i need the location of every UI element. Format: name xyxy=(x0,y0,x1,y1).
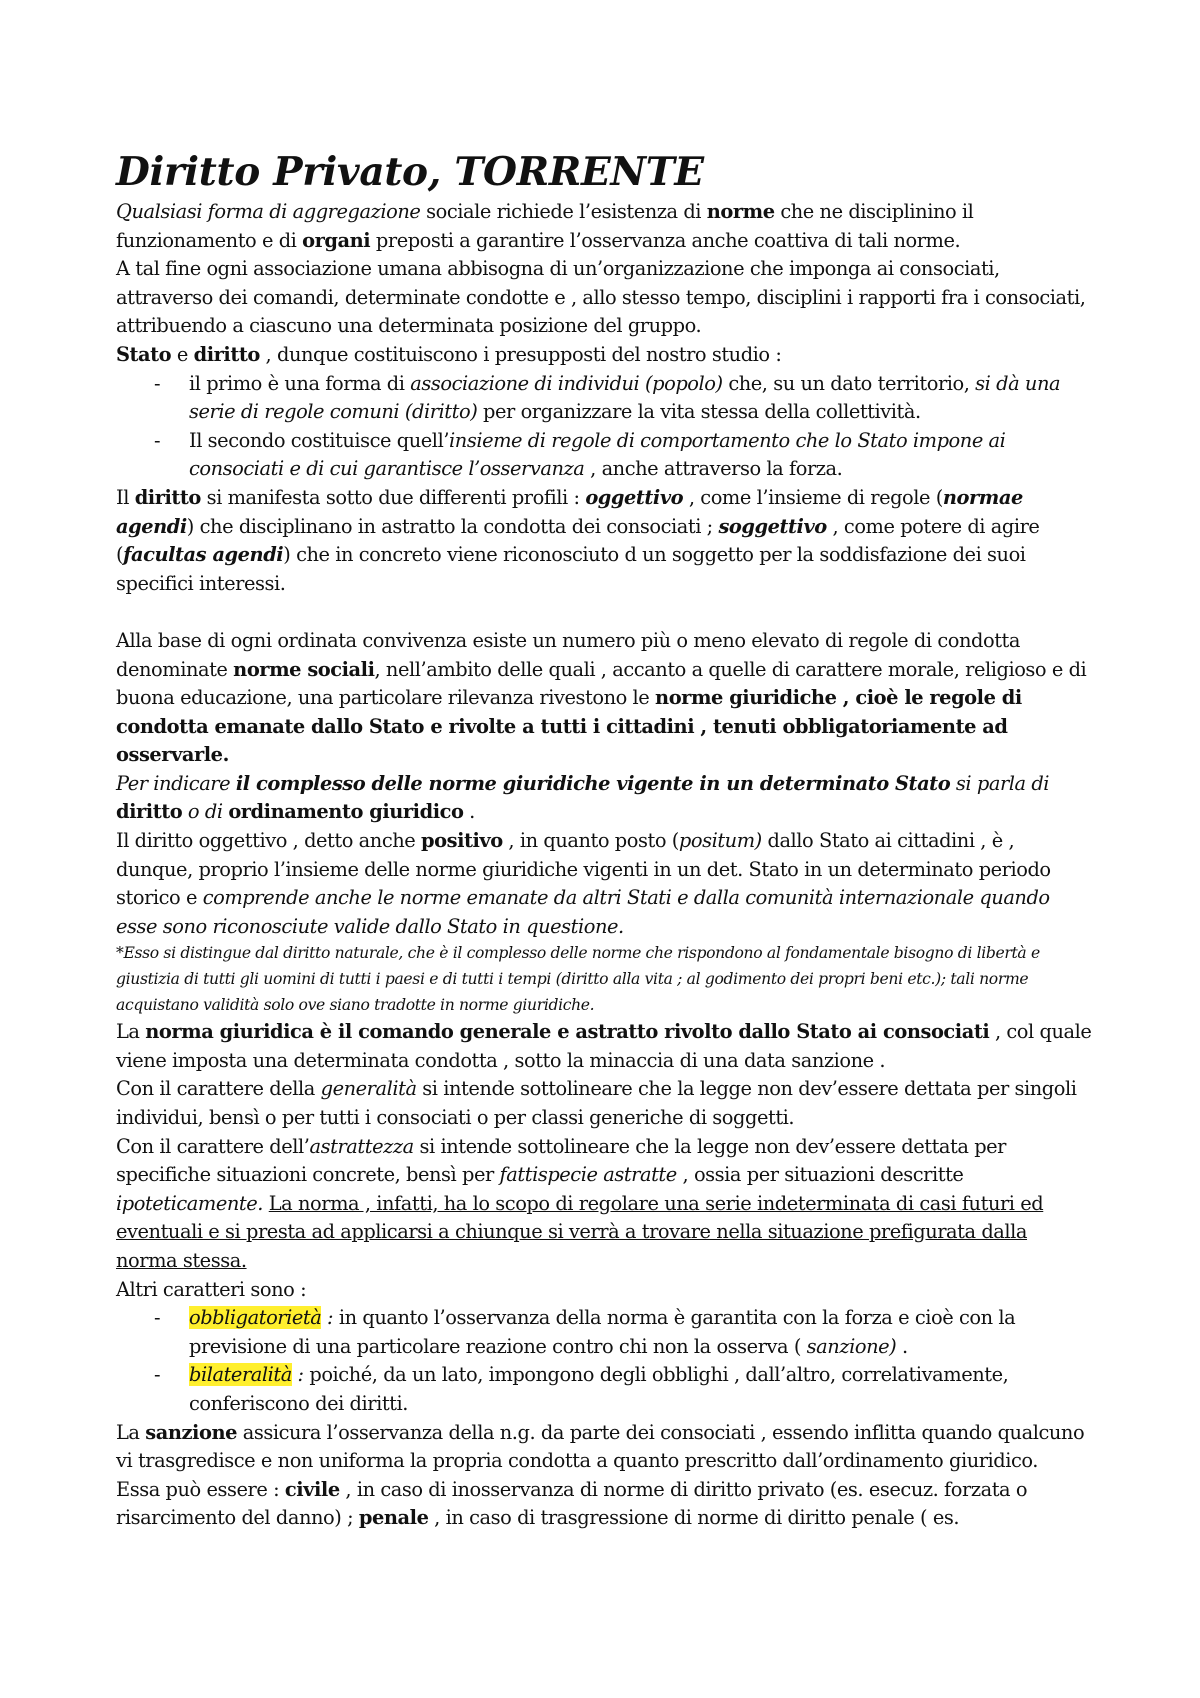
paragraph-norme-sociali xyxy=(116,627,1092,770)
text: Essa può essere : xyxy=(116,1477,285,1501)
paragraph-tipi-sanzione xyxy=(116,1476,1092,1533)
text: assicura l’osservanza della n.g. da parte dei consociati , essendo inflitta quando qualcuno vi trasgredisce e non uniforma la propria condotta a quanto prescritto dall’ordinamento giuridico. xyxy=(116,1420,1085,1473)
text: Con il carattere dell’ xyxy=(116,1134,310,1158)
text: La xyxy=(116,1020,146,1044)
paragraph-associazione: A tal fine ogni associazione umana abbisogna di un’organizzazione che imponga ai consociati, attraverso dei comandi, determinate condotte e , allo stesso tempo, disciplini i rapporti fra i consociati, attribuendo a ciascuno una determinata posizione del gruppo. xyxy=(116,257,1086,338)
text: Con il carattere della xyxy=(116,1077,321,1101)
text-italic: generalità xyxy=(320,1077,417,1101)
text-bold-italic: normae agendi xyxy=(116,485,1023,538)
text: si intende sottolineare che la legge non dev’essere dettata per specifiche situazioni concrete, bensì per xyxy=(116,1134,1007,1187)
text-bold: ordinamento giuridico xyxy=(228,800,464,824)
text: preposti a garantire l’osservanza anche coattiva di tali norme. xyxy=(370,228,961,252)
text: dallo Stato ai cittadini , è , dunque, proprio l’insieme delle norme giuridiche vigenti in un det. Stato in un determinato periodo storico e xyxy=(116,829,1051,910)
text-italic: fattispecie astratte xyxy=(499,1163,677,1187)
list-item xyxy=(116,1361,1092,1418)
text-bold-italic: facultas agendi xyxy=(123,543,284,567)
text-italic: comprende anche le norme emanate da altri Stati e dalla comunità internazionale quando esse sono riconosciute valide dallo Stato in questione. xyxy=(116,886,1050,938)
text: , nell’ambito delle quali , accanto a quelle di carattere morale, religioso e di buona educazione, una particolare rilevanza rivestono le xyxy=(116,657,1087,710)
text: , dunque costituiscono i presupposti del nostro studio : xyxy=(259,342,782,366)
footnote-diritto-naturale: *Esso si distingue dal diritto naturale, che è il complesso delle norme che rispondono al fondamentale bisogno di libertà e giustizia di tutti gli uomini di tutti i paesi e di tutti i tempi (diritto alla vita ; al godimento dei propri beni etc.); tali norme acquistano validità solo ove siano tradotte in norme giuridiche. xyxy=(116,944,1040,1014)
text-bold: sanzione xyxy=(145,1420,237,1444)
text: , come potere di agire ( xyxy=(116,514,1040,567)
text-italic: Per indicare xyxy=(116,771,236,795)
paragraph-generalita xyxy=(116,1075,1092,1132)
paragraph-stato-diritto xyxy=(116,341,1092,370)
list-dash: - xyxy=(154,1306,161,1330)
text-bold-italic: oggettivo xyxy=(585,485,684,509)
text: per organizzare la vita stessa della collettività. xyxy=(477,400,921,424)
text: sociale richiede l’esistenza di xyxy=(420,200,707,223)
text: che, su un dato territorio, xyxy=(722,371,976,395)
text-underlined: La norma , infatti, ha lo scopo di regolare una serie indeterminata di casi futuri ed eventuali e si presta ad applicarsi a chiunque si verrà a trovare nella situazione prefigurata dalla norma stessa. xyxy=(116,1191,1044,1272)
text-bold-italic: soggettivo xyxy=(718,514,827,538)
paragraph-profili xyxy=(116,484,1092,598)
text-bold: diritto xyxy=(116,800,183,824)
paragraph-astrattezza xyxy=(116,1133,1092,1276)
text-italic: : xyxy=(321,1306,334,1330)
text: ) che disciplinano in astratto la condotta dei consociati ; xyxy=(186,514,719,538)
list-item xyxy=(116,1304,1092,1361)
text-italic: ipoteticamente. xyxy=(116,1191,264,1215)
text-bold: comando generale xyxy=(358,1020,551,1044)
paragraph-gap xyxy=(116,598,1092,627)
text: si manifesta sotto due differenti profili : xyxy=(200,485,586,509)
text-bold: Stato xyxy=(116,342,172,366)
list-item xyxy=(116,427,1092,484)
paragraph-diritto-positivo xyxy=(116,827,1092,941)
text-italic: positum) xyxy=(678,829,762,853)
text: , in quanto posto ( xyxy=(502,829,679,853)
text-italic: si parla di xyxy=(950,771,1050,795)
paragraph-aggregazione xyxy=(116,198,1092,255)
text-bold: norma giuridica xyxy=(145,1020,314,1044)
list-dash: - xyxy=(154,371,161,395)
paragraph-sanzione xyxy=(116,1419,1092,1476)
text: Alla base di ogni ordinata convivenza esiste un numero più o meno elevato di regole di condotta denominate xyxy=(116,628,1020,681)
text: Il xyxy=(116,485,135,509)
text: in quanto l’osservanza della norma è garantita con la forza e cioè con la previsione di una particolare reazione contro chi non la osserva ( xyxy=(189,1306,1016,1358)
text: Il secondo costituisce quell’ xyxy=(189,428,450,452)
text-bold: civile xyxy=(284,1477,340,1501)
text: , in caso di inosservanza di norme di diritto privato (es. esecuz. forzata o risarcimento del danno) ; xyxy=(116,1477,1028,1530)
text-bold: organi xyxy=(302,228,371,252)
text: , col quale viene imposta una determinata condotta , sotto la minaccia di una data sanzione . xyxy=(116,1020,1092,1072)
text-bold: norme sociali xyxy=(233,657,375,681)
list-presupposti xyxy=(116,370,1092,484)
text: , in caso di trasgressione di norme di diritto penale ( es. xyxy=(428,1506,960,1530)
paragraph-norma-giuridica xyxy=(116,1018,1092,1075)
text-italic: : xyxy=(291,1363,304,1387)
document-title: Diritto Privato, TORRENTE xyxy=(116,149,704,195)
text-bold: penale xyxy=(358,1506,429,1530)
text-bold-italic: il complesso delle norme giuridiche vigente in un determinato Stato xyxy=(235,771,951,795)
text: poiché, da un lato, impongono degli obblighi , dall’altro, correlativamente, conferiscono dei diritti. xyxy=(189,1363,1009,1415)
text: si intende sottolineare che la legge non dev’essere dettata per singoli individui, bensì o per tutti i consociati o per classi generiche di soggetti. xyxy=(116,1077,1077,1129)
text: La xyxy=(116,1420,146,1444)
text-italic: sanzione) xyxy=(806,1334,897,1358)
text-bold: norme xyxy=(706,200,775,223)
text: . xyxy=(463,800,475,824)
text: Il diritto oggettivo , detto anche xyxy=(116,829,422,853)
text-italic: Qualsiasi forma di aggregazione xyxy=(116,200,421,223)
text-italic: o di xyxy=(182,800,229,824)
text: e xyxy=(171,342,194,366)
text: , come l’insieme di regole ( xyxy=(683,485,943,509)
text: , ossia per situazioni descritte xyxy=(676,1163,964,1187)
text-bold: diritto xyxy=(134,485,201,509)
list-caratteri xyxy=(116,1304,1092,1418)
text: , anche attraverso la forza. xyxy=(584,457,843,481)
text: ) che in concreto viene riconosciuto d un soggetto per la soddisfazione dei suoi specifici interessi. xyxy=(116,543,1026,595)
list-item xyxy=(116,370,1092,427)
text-bold: e xyxy=(550,1020,576,1044)
text-italic: insieme di regole di comportamento che lo Stato impone ai consociati e di cui garantisce l’osservanza xyxy=(189,428,1006,481)
text: . xyxy=(896,1334,908,1358)
text: il primo è una forma di xyxy=(189,371,411,395)
highlighted-term: bilateralità xyxy=(189,1363,292,1387)
paragraph-ordinamento xyxy=(116,770,1092,827)
text-bold: astratto rivolto dallo Stato ai consociati xyxy=(575,1020,990,1044)
text-bold: diritto xyxy=(193,342,260,366)
text-bold: norme giuridiche , cioè le regole di condotta emanate dallo Stato e rivolte a tutti i cittadini , tenuti obbligatoriamente ad osservarle. xyxy=(116,686,1022,767)
list-dash: - xyxy=(154,428,161,452)
list-dash: - xyxy=(154,1363,161,1387)
text-bold: positivo xyxy=(421,829,503,853)
text-bold: è il xyxy=(313,1020,359,1044)
highlighted-term: obbligatorietà xyxy=(189,1306,322,1330)
paragraph-altri-caratteri: Altri caratteri sono : xyxy=(116,1277,307,1301)
text-italic: associazione di individui (popolo) xyxy=(410,371,723,395)
text: che ne disciplinino il funzionamento e di xyxy=(116,200,974,252)
text-italic: si dà una serie di regole comuni (diritto) xyxy=(189,371,1061,424)
text-italic: astrattezza xyxy=(309,1134,414,1158)
